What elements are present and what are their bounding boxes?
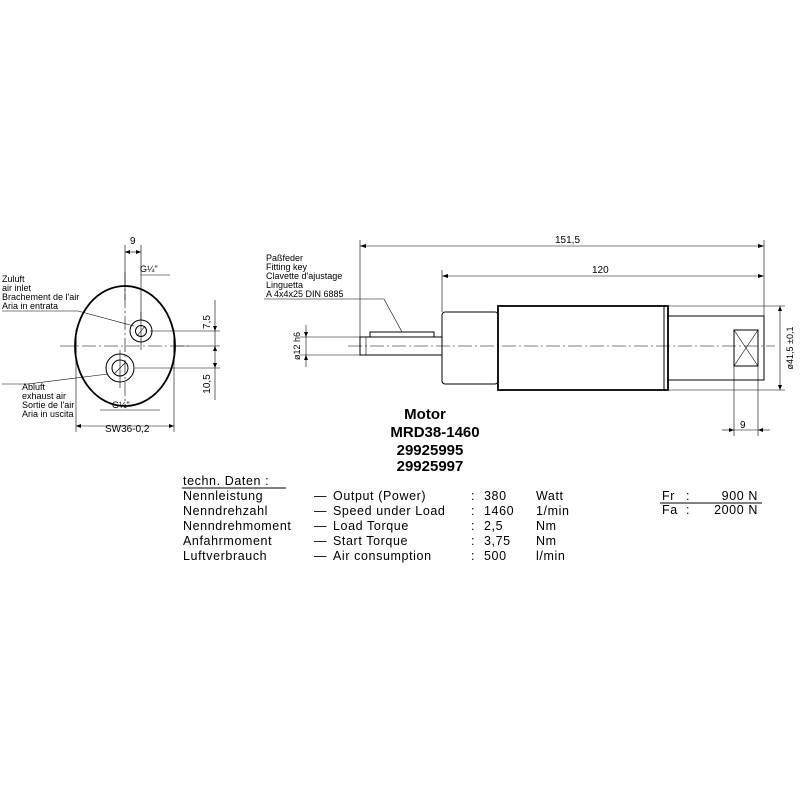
tech-colon: : [471,534,476,548]
tech-de: Nenndrehmoment [183,519,292,533]
force-colon: : [686,503,691,517]
tech-data [182,474,762,563]
title-motor: Motor [404,406,446,423]
tech-dash: — [314,489,328,503]
force-value: 2000 N [714,503,758,517]
key-label-group [264,253,402,332]
dim-top-9: 9 [130,236,136,247]
key-label-de: Paßfeder [266,253,304,263]
tech-dash: — [314,549,328,563]
motor-body [498,306,668,390]
inlet-label-en: air inlet [2,283,32,293]
dim-120: 120 [592,265,609,276]
tech-colon: : [471,519,476,533]
title-model: MRD38-1460 [390,424,480,441]
inlet-label-fr: Brachement de l'air [2,292,80,302]
force-fr [662,489,758,503]
tech-de: Luftverbrauch [183,549,268,563]
tech-en: Output (Power) [333,489,427,503]
dim-end-9: 9 [740,420,746,431]
key-label-it: Linguetta [266,280,304,290]
force-label: Fr [662,489,675,503]
dim-10-5: 10,5 [202,374,213,394]
wrench-size: SW36-0,2 [105,424,150,435]
title-part-2: 29925997 [396,458,464,475]
dim-7-5: 7,5 [202,315,213,329]
tech-en: Start Torque [333,534,409,548]
tech-value: 1460 [484,504,515,518]
tech-dash: — [314,504,328,518]
dim-151-5: 151,5 [555,235,581,246]
tech-en: Air consumption [333,549,432,563]
exhaust-label-en: exhaust air [22,391,67,401]
tech-row-0 [183,489,564,503]
tech-row-3 [183,534,557,548]
tech-value: 3,75 [484,534,511,548]
thread-top-label: G¼" [140,264,158,274]
exhaust-label-it: Aria in uscita [22,409,74,419]
tech-en: Speed under Load [333,504,446,518]
tech-unit: Nm [536,534,557,548]
tech-row-4 [183,549,565,563]
key-label-spec: A 4x4x25 DIN 6885 [266,289,344,299]
exhaust-label-fr: Sortie de l'air [22,400,75,410]
tech-value: 500 [484,549,507,563]
inlet-label-group [2,274,134,326]
exhaust-label-group [2,374,108,419]
inlet-label-de: Zuluft [2,274,25,284]
force-colon: : [686,489,691,503]
title-part-1: 29925995 [396,442,464,459]
tech-unit: Watt [536,489,564,503]
side-view [264,235,795,436]
title-block [390,406,479,475]
tech-de: Nenndrehzahl [183,504,269,518]
tech-heading: techn. Daten : [183,474,270,488]
front-view [2,236,220,435]
motor-flange [442,312,498,384]
tech-colon: : [471,549,476,563]
tech-row-2 [183,519,557,533]
force-label: Fa [662,503,678,517]
key-label-fr: Clavette d'ajustage [266,271,343,281]
tech-value: 2,5 [484,519,504,533]
tech-dash: — [314,534,328,548]
tech-unit: 1/min [536,504,570,518]
tech-unit: Nm [536,519,557,533]
force-fa [662,503,758,517]
exhaust-label-de: Abluft [22,382,46,392]
tech-de: Anfahrmoment [183,534,273,548]
tech-en: Load Torque [333,519,409,533]
tech-dash: — [314,519,328,533]
motor-end-cap [668,316,764,380]
fitting-key [370,332,434,337]
inlet-label-it: Aria in entrata [2,301,59,311]
tech-value: 380 [484,489,507,503]
tech-colon: : [471,504,476,518]
tech-de: Nennleistung [183,489,264,503]
tech-row-1 [183,504,570,518]
force-value: 900 N [721,489,758,503]
tech-colon: : [471,489,476,503]
thread-bottom-label: G¼" [112,400,130,410]
tech-unit: l/min [536,549,566,563]
key-label-en: Fitting key [266,262,308,272]
body-diameter: ø41,5 ±0,1 [785,326,795,370]
shaft-diameter: ø12 h6 [292,331,302,361]
